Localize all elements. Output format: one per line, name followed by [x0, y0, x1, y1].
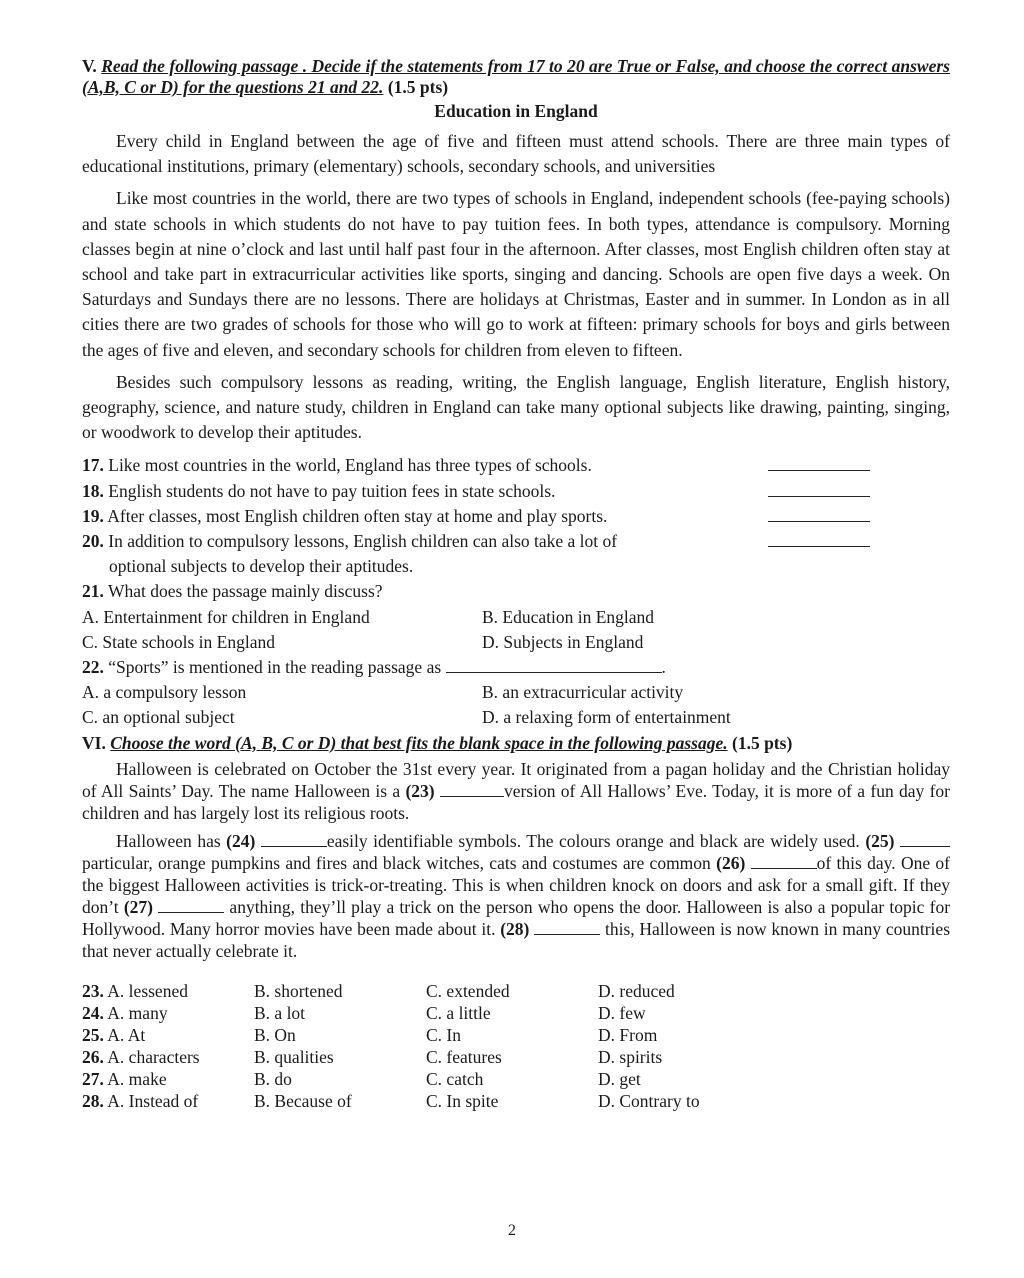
section-5-heading [82, 56, 950, 98]
section-6-heading [82, 733, 950, 754]
choice-b[interactable]: B. do [254, 1068, 292, 1089]
option-d[interactable]: D. a relaxing form of entertainment [482, 707, 731, 728]
statement-text: Like most countries in the world, England has three types of schools. [108, 455, 592, 476]
choice-number: 24. [82, 1002, 104, 1023]
section-number: VI. [82, 732, 106, 753]
question-22-options [82, 680, 950, 730]
choice-b[interactable]: B. a lot [254, 1002, 306, 1023]
option-c[interactable]: C. an optional subject [82, 707, 235, 728]
answer-blank[interactable] [768, 529, 870, 547]
passage-title: Education in England [434, 101, 598, 121]
choice-d[interactable]: D. get [598, 1068, 641, 1089]
choice-c[interactable]: C. In [426, 1024, 461, 1045]
choice-d[interactable]: D. From [598, 1024, 658, 1045]
question-22 [82, 655, 950, 680]
section-number: V. [82, 56, 97, 76]
blank-28[interactable] [534, 919, 600, 935]
blank-number-25: (25) [865, 830, 895, 851]
cloze-text: particular, orange pumpkins and fires and black witches, cats and costumes are common [82, 852, 717, 873]
choice-b[interactable]: B. shortened [254, 980, 343, 1001]
choice-a: A. lessened [107, 980, 188, 1001]
blank-25[interactable] [900, 831, 950, 847]
choice-row-27[interactable] [82, 1068, 254, 1090]
answer-blank[interactable] [768, 479, 870, 497]
choice-d[interactable]: D. reduced [598, 980, 675, 1001]
statement-20 [82, 529, 950, 554]
blank-23[interactable] [440, 781, 504, 797]
choice-row-28[interactable] [82, 1090, 254, 1112]
choice-number: 26. [82, 1046, 104, 1067]
question-number: 18. [82, 480, 104, 501]
choice-c[interactable]: C. catch [426, 1068, 484, 1089]
choice-a: A. characters [107, 1046, 200, 1067]
option-d[interactable]: D. Subjects in England [482, 631, 644, 652]
question-number: 19. [82, 505, 104, 526]
answer-blank[interactable] [446, 655, 662, 673]
page-content [82, 56, 950, 1112]
passage-paragraph: Like most countries in the world, there are two types of schools in England, independent schools (fee-paying schools) and state schools in which students do not have to pay tuition fees. In both types, attendance is compulsory. Morning classes begin at nine o’clock and last until half past four in the afternoon. After classes, most English children often stay at school and take part in extracurricular activities like sports, singing and dancing. Schools are open five days a week. On Saturdays and Sundays there are no lessons. There are holidays at Christmas, Easter and in summer. In London as in all cities there are two grades of schools for those who will go to work at fifteen: primary schools for boys and girls between the ages of five and eleven, and secondary schools for children from eleven to fifteen. [82, 188, 950, 360]
section-instruction: Read the following passage . Decide if the statements from 17 to 20 are True or False, and choose the correct answers (A,B, C or D) for the questions 21 and 22. [82, 56, 950, 97]
answer-blank[interactable] [768, 504, 870, 522]
statement-20-continued [82, 554, 950, 579]
option-a[interactable]: A. Entertainment for children in England [82, 606, 370, 627]
cloze-text: easily identifiable symbols. The colours orange and black are widely used. [326, 830, 866, 851]
choice-number: 23. [82, 980, 104, 1001]
question-number: 22. [82, 657, 104, 678]
choice-a: A. many [107, 1002, 168, 1023]
cloze-text: Halloween has [116, 830, 227, 851]
statement-17 [82, 453, 950, 478]
passage-paragraph: Besides such compulsory lessons as reading, writing, the English language, English literature, English history, geography, science, and nature study, children in England can take many optional subjects like drawing, painting, singing, or woodwork to develop their aptitudes. [82, 371, 950, 443]
question-text: What does the passage mainly discuss? [107, 581, 383, 602]
choice-a: A. Instead of [107, 1090, 199, 1111]
answer-choices-grid [82, 980, 950, 1112]
cloze-text: of this day. One of the biggest Halloween activities is trick-or-treating. This is when children knock on doors and ask for a small gift. If they don’t [82, 852, 950, 917]
option-b[interactable]: B. Education in England [482, 606, 655, 627]
statement-text: optional subjects to develop their aptitudes. [109, 556, 414, 577]
choice-b[interactable]: B. qualities [254, 1046, 334, 1067]
section-points: (1.5 pts) [732, 732, 793, 753]
page-number: 2 [508, 1222, 516, 1239]
choice-c[interactable]: C. features [426, 1046, 502, 1067]
statement-text: In addition to compulsory lessons, English children can also take a lot of [108, 531, 618, 552]
blank-number-23: (23) [405, 780, 435, 801]
cloze-text: Halloween is celebrated on October the 31st every year. It originated from a pagan holiday and the Christian holiday of All Saints’ Day. The name Halloween is a [82, 758, 950, 801]
choice-c[interactable]: C. extended [426, 980, 510, 1001]
question-21 [82, 579, 950, 604]
blank-number-26: (26) [716, 852, 746, 873]
choice-d[interactable]: D. few [598, 1002, 646, 1023]
choice-d[interactable]: D. spirits [598, 1046, 663, 1067]
answer-blank[interactable] [768, 453, 870, 471]
question-text: “Sports” is mentioned in the reading passage as [108, 657, 442, 678]
choice-c[interactable]: C. In spite [426, 1090, 499, 1111]
section-points: (1.5 pts) [387, 77, 449, 97]
choice-row-25[interactable] [82, 1024, 254, 1046]
question-number: 21. [82, 581, 104, 602]
question-21-options [82, 605, 950, 655]
cloze-passage [82, 758, 950, 962]
blank-26[interactable] [751, 853, 817, 869]
choice-number: 25. [82, 1024, 104, 1045]
choice-number: 27. [82, 1068, 104, 1089]
option-c[interactable]: C. State schools in England [82, 631, 275, 652]
cloze-text: this, Halloween is now known in many countries that never actually celebrate it. [82, 918, 950, 961]
statement-18 [82, 479, 950, 504]
choice-number: 28. [82, 1090, 104, 1111]
choice-b[interactable]: B. On [254, 1024, 296, 1045]
option-a[interactable]: A. a compulsory lesson [82, 682, 247, 703]
statement-text: After classes, most English children often stay at home and play sports. [107, 505, 608, 526]
statement-text: English students do not have to pay tuition fees in state schools. [108, 480, 556, 501]
choice-d[interactable]: D. Contrary to [598, 1090, 700, 1111]
question-number: 17. [82, 455, 104, 476]
statement-19 [82, 504, 950, 529]
true-false-list [82, 453, 950, 579]
choice-row-26[interactable] [82, 1046, 254, 1068]
cloze-text: version of All Hallows’ Eve. Today, it is more of a fun day for children and has largely lost its religious roots. [82, 780, 950, 823]
cloze-paragraph [82, 830, 950, 962]
blank-number-24: (24) [226, 830, 256, 851]
option-b[interactable]: B. an extracurricular activity [482, 682, 684, 703]
passage-paragraph: Every child in England between the age of five and fifteen must attend schools. There are three main types of educational institutions, primary (elementary) schools, secondary schools, and universities [82, 131, 950, 177]
choice-row-24[interactable] [82, 1002, 254, 1024]
choice-b[interactable]: B. Because of [254, 1090, 352, 1111]
question-end: . [661, 657, 666, 678]
choice-a: A. make [107, 1068, 167, 1089]
choice-row-23[interactable] [82, 980, 254, 1002]
choice-c[interactable]: C. a little [426, 1002, 491, 1023]
section-instruction: Choose the word (A, B, C or D) that best fits the blank space in the following passage. [110, 732, 728, 753]
question-number: 20. [82, 531, 104, 552]
cloze-paragraph [82, 758, 950, 824]
choice-a: A. At [107, 1024, 146, 1045]
blank-number-27: (27) [123, 896, 153, 917]
blank-27[interactable] [158, 897, 224, 913]
blank-24[interactable] [261, 831, 327, 847]
cloze-text: anything, they’ll play a trick on the person who opens the door. Halloween is also a popular topic for Hollywood. Many horror movies have been made about it. [82, 896, 951, 939]
blank-number-28: (28) [500, 918, 530, 939]
